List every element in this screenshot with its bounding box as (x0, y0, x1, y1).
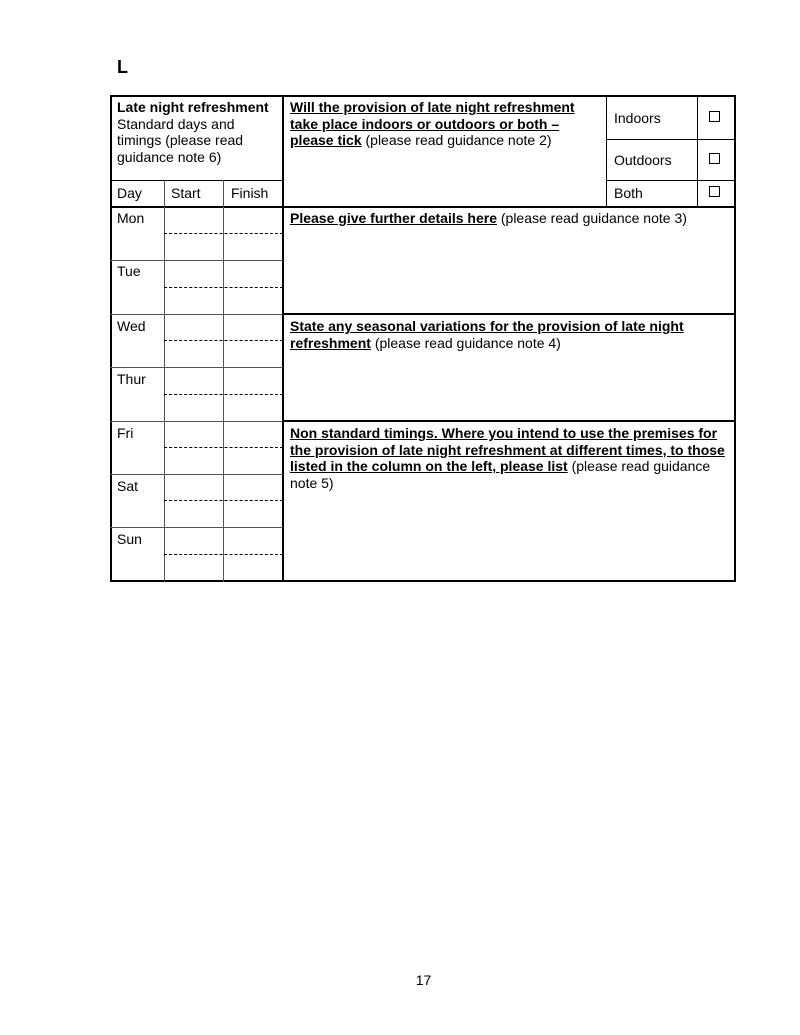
finish-time-wed[interactable] (224, 315, 282, 367)
day-label-thur: Thur (117, 371, 146, 387)
outdoors-checkbox[interactable] (709, 153, 720, 164)
finish-time-fri[interactable] (224, 422, 282, 474)
details-label-text: Please give further details here (290, 210, 497, 226)
day-label-sat: Sat (117, 478, 139, 494)
timings-subtext: Standard days and timings (please read guidance note 6) (117, 115, 244, 165)
both-checkbox[interactable] (709, 186, 720, 197)
checkbox-column-divider (697, 95, 698, 206)
location-question-note: (please read guidance note 2) (365, 132, 552, 148)
seasonal-label-text: State any seasonal variations for the provision of late night refreshment (290, 318, 684, 351)
location-question-text: Will the provision of late night refreshment take place indoors or outdoors or both – please tick (290, 99, 575, 148)
seasonal-label (290, 318, 726, 351)
non-standard-label (290, 425, 726, 491)
location-question (290, 99, 596, 149)
seasonal-label-note: (please read guidance note 4) (374, 334, 561, 351)
column-header-finish: Finish (231, 185, 269, 201)
column-header-day: Day (117, 185, 142, 201)
start-time-mon[interactable] (165, 208, 223, 260)
start-time-wed[interactable] (165, 315, 223, 367)
non-standard-label-text: Non standard timings. Where you intend to use the premises for the provision of late night refreshment at different times, to those listed in the column on the left, please list (290, 425, 725, 474)
option-label-both: Both (614, 185, 643, 201)
indoors-row-divider (606, 139, 736, 140)
details-label-note: (please read guidance note 3) (500, 210, 687, 226)
non-standard-label-note: (please read guidance note 5) (290, 458, 711, 491)
seasonal-textarea[interactable] (284, 356, 735, 419)
timings-heading: Late night refreshment (117, 99, 269, 115)
option-label-outdoors: Outdoors (614, 152, 672, 168)
start-time-sat[interactable] (165, 475, 223, 527)
day-label-fri: Fri (117, 425, 134, 441)
options-divider (606, 95, 607, 206)
start-time-tue[interactable] (165, 261, 223, 314)
day-label-mon: Mon (117, 210, 145, 226)
section-letter: L (117, 57, 128, 77)
indoors-checkbox[interactable] (709, 111, 720, 122)
column-header-start: Start (171, 185, 201, 201)
seasonal-bottom-line (282, 420, 736, 422)
finish-time-tue[interactable] (224, 261, 282, 314)
option-label-indoors: Indoors (614, 110, 661, 126)
finish-time-sat[interactable] (224, 475, 282, 527)
timings-header (117, 99, 279, 165)
start-time-thur[interactable] (165, 368, 223, 421)
details-label (290, 210, 726, 227)
finish-time-mon[interactable] (224, 208, 282, 260)
outdoors-row-divider (606, 180, 736, 181)
page-number: 17 (415, 972, 432, 988)
finish-time-thur[interactable] (224, 368, 282, 421)
day-label-tue: Tue (117, 263, 141, 279)
details-bottom-line (282, 313, 736, 315)
day-label-sun: Sun (117, 531, 142, 547)
finish-time-sun[interactable] (224, 528, 282, 581)
column-header-top-line (110, 180, 284, 181)
day-label-wed: Wed (117, 318, 146, 334)
start-time-sun[interactable] (165, 528, 223, 581)
details-textarea[interactable] (284, 232, 735, 312)
non-standard-textarea[interactable] (284, 495, 735, 581)
start-time-fri[interactable] (165, 422, 223, 474)
